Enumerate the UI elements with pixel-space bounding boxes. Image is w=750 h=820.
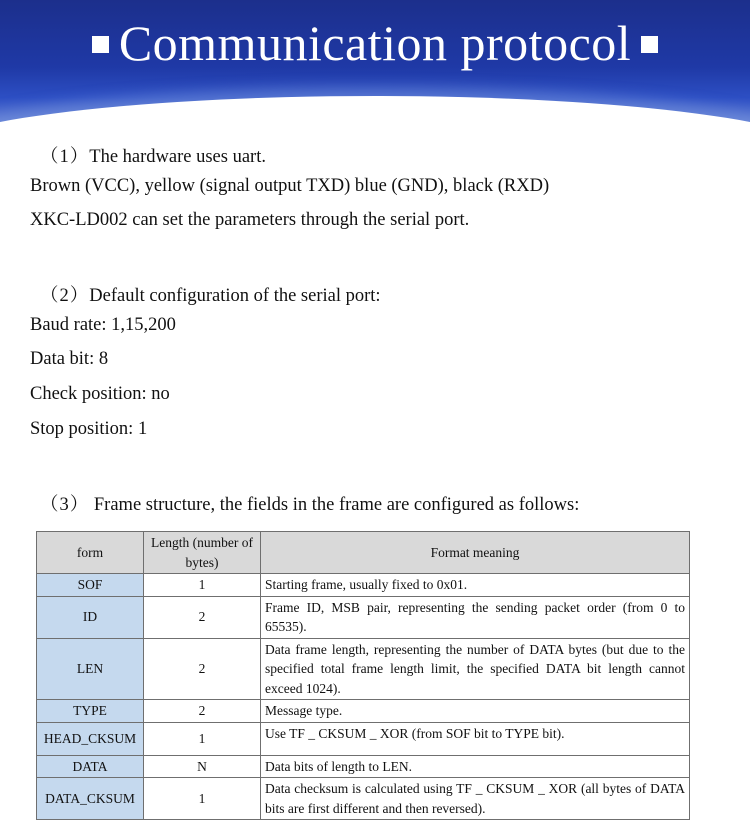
table-row [37,778,690,820]
table-row [37,574,690,597]
baud-rate-line: Baud rate: 1,15,200 [30,315,176,335]
field-length: 2 [144,638,261,700]
title-banner [0,0,750,122]
field-meaning: Data bits of length to LEN. [261,755,690,778]
header-length: Length (number of bytes) [144,532,261,574]
table-row [37,755,690,778]
table-row [37,700,690,723]
field-name: HEAD_CKSUM [37,722,144,755]
field-name: ID [37,596,144,638]
field-meaning: Data checksum is calculated using TF _ CKSUM _ XOR (all bytes of DATA bits are first different and then reversed). [261,778,690,820]
page-title-text: Communication protocol [118,15,632,71]
banner-curve [0,96,750,122]
check-position-line: Check position: no [30,384,170,404]
serial-port-line: XKC-LD002 can set the parameters through the serial port. [30,210,470,230]
field-meaning: Starting frame, usually fixed to 0x01. [261,574,690,597]
header-format-meaning: Format meaning [261,532,690,574]
field-meaning: Use TF _ CKSUM _ XOR (from SOF bit to TYPE bit). [261,722,690,755]
field-name: TYPE [37,700,144,723]
field-length: 1 [144,574,261,597]
data-bit-line: Data bit: 8 [30,349,109,369]
field-name: DATA_CKSUM [37,778,144,820]
square-bullet-icon [92,36,109,53]
field-name: LEN [37,638,144,700]
table-row [37,638,690,700]
header-form: form [37,532,144,574]
field-meaning: Frame ID, MSB pair, representing the sending packet order (from 0 to 65535). [261,596,690,638]
field-name: SOF [37,574,144,597]
frame-structure-table [36,531,690,820]
table-row [37,596,690,638]
stop-position-line: Stop position: 1 [30,419,148,439]
table-row [37,722,690,755]
table-header-row [37,532,690,574]
field-length: 2 [144,700,261,723]
section-1-heading: （1）The hardware uses uart. [40,147,266,167]
field-length: 2 [144,596,261,638]
wiring-line: Brown (VCC), yellow (signal output TXD) blue (GND), black (RXD) [30,176,550,196]
field-length: 1 [144,722,261,755]
page-title [0,14,750,72]
field-meaning: Data frame length, representing the number of DATA bytes (but due to the specified total frame length limit, the specified DATA bit length cannot exceed 1024). [261,638,690,700]
field-length: N [144,755,261,778]
section-2-heading: （2）Default configuration of the serial port: [40,286,381,306]
section-3-heading: （3） Frame structure, the fields in the frame are configured as follows: [40,495,580,515]
square-bullet-icon [641,36,658,53]
field-name: DATA [37,755,144,778]
field-length: 1 [144,778,261,820]
field-meaning: Message type. [261,700,690,723]
